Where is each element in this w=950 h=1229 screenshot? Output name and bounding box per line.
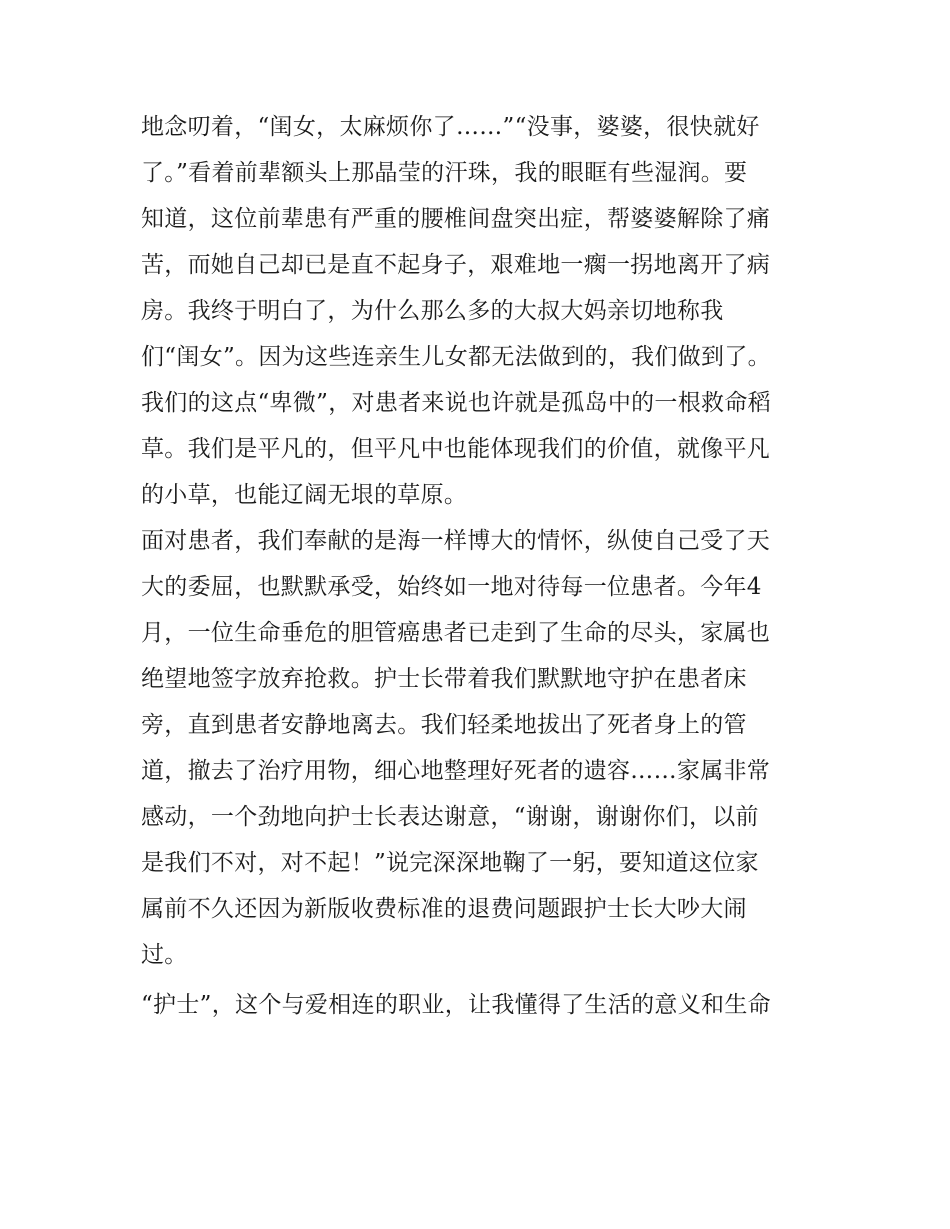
- text-line: 地念叨着，“闺女，太麻烦你了……”“没事，婆婆，很快就好: [141, 114, 760, 140]
- text-line: 了。”看着前辈额头上那晶莹的汗珠，我的眼眶有些湿润。要: [141, 160, 748, 186]
- text-line: 大的委屈，也默默承受，始终如一地对待每一位患者。今年4: [141, 574, 762, 600]
- text-line: 过。: [141, 942, 188, 968]
- text-line: 旁，直到患者安静地离去。我们轻柔地拔出了死者身上的管: [141, 712, 747, 738]
- text-line: 房。我终于明白了，为什么那么多的大叔大妈亲切地称我: [141, 298, 724, 324]
- text-line: 我们的这点“卑微”，对患者来说也许就是孤岛中的一根救命稻: [141, 390, 771, 416]
- text-line: 属前不久还因为新版收费标准的退费问题跟护士长大吵大闹: [141, 896, 747, 922]
- text-line: 草。我们是平凡的，但平凡中也能体现我们的价值，就像平凡: [141, 436, 771, 462]
- text-line: 道，撤去了治疗用物，细心地整理好死者的遗容……家属非常: [141, 758, 771, 784]
- text-line: 感动，一个劲地向护士长表达谢意，“谢谢，谢谢你们，以前: [141, 804, 759, 830]
- text-line: 知道，这位前辈患有严重的腰椎间盘突出症，帮婆婆解除了痛: [141, 206, 771, 232]
- text-line: 面对患者，我们奉献的是海一样博大的情怀，纵使自己受了天: [141, 528, 771, 554]
- text-line: 们“闺女”。因为这些连亲生儿女都无法做到的，我们做到了。: [141, 344, 771, 370]
- text-line: “护士”，这个与爱相连的职业，让我懂得了生活的意义和生命: [141, 992, 771, 1018]
- text-line: 的小草，也能辽阔无垠的草原。: [141, 482, 468, 508]
- text-line: 苦，而她自己却已是直不起身子，艰难地一瘸一拐地离开了病: [141, 252, 771, 278]
- text-line: 月，一位生命垂危的胆管癌患者已走到了生命的尽头，家属也: [141, 620, 771, 646]
- text-line: 绝望地签字放弃抢救。护士长带着我们默默地守护在患者床: [141, 666, 747, 692]
- text-line: 是我们不对，对不起！”说完深深地鞠了一躬，要知道这位家: [141, 850, 759, 876]
- body-text: [141, 104, 821, 1028]
